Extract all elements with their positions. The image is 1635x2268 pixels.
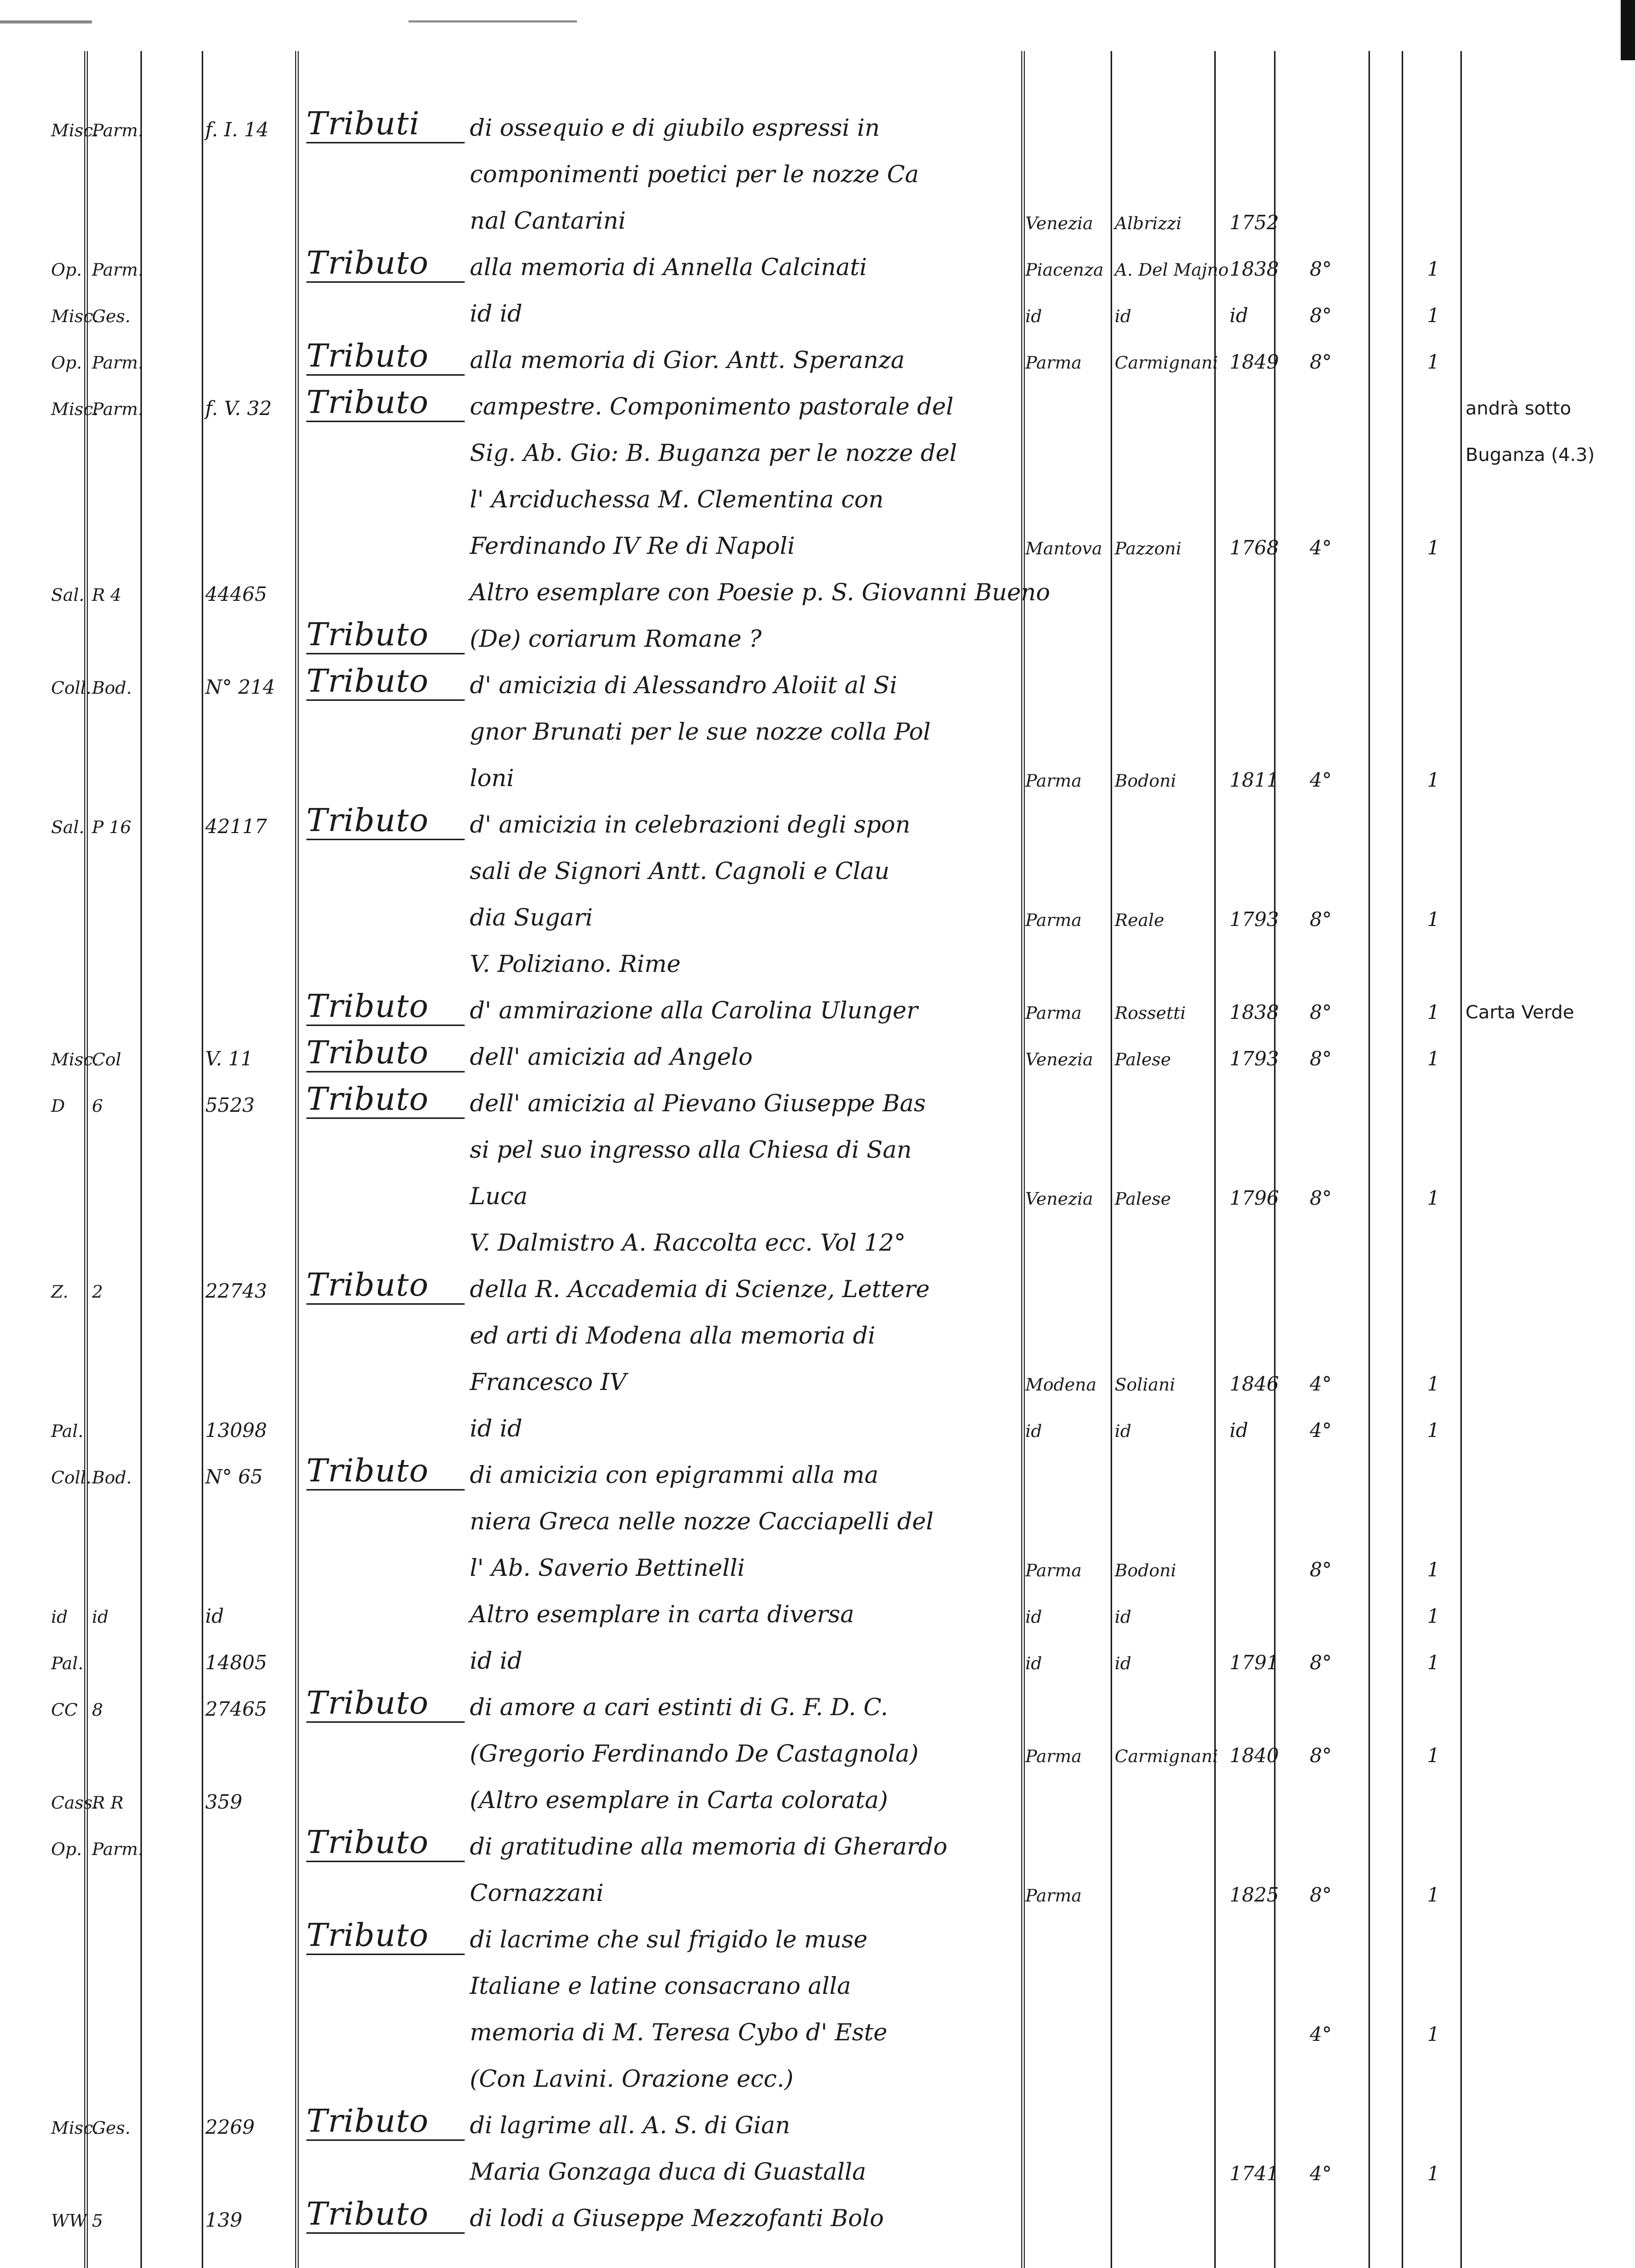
entry-description: alla memoria di Annella Calcinati (470, 253, 867, 281)
ledger-row (0, 383, 1635, 424)
collection-code: R R (92, 1793, 124, 1813)
book-format: 8° (1310, 1651, 1332, 1674)
ledger-row (0, 1173, 1635, 1214)
ledger-row (0, 1591, 1635, 1632)
inventory-number: f. I. 14 (205, 118, 269, 141)
entry-heading: Tributo (306, 1080, 429, 1117)
shelf-section: Coll. (51, 678, 92, 698)
entry-description: l' Ab. Saverio Bettinelli (470, 1554, 745, 1581)
copy-count: 1 (1427, 304, 1440, 327)
book-format: 8° (1310, 258, 1332, 280)
heading-underline (306, 1025, 465, 1026)
ledger-row (0, 1684, 1635, 1725)
entry-description: (De) coriarum Romane ? (470, 625, 762, 652)
inventory-number: 14805 (205, 1651, 267, 1674)
ledger-row (0, 105, 1635, 145)
ledger-row (0, 1359, 1635, 1400)
book-format: 8° (1310, 304, 1332, 327)
publication-year: 1793 (1230, 908, 1279, 931)
printer-name: Palese (1115, 1050, 1171, 1070)
printer-name: id (1115, 1607, 1132, 1627)
entry-description: loni (470, 764, 514, 792)
copy-count: 1 (1427, 2023, 1440, 2045)
ledger-row (0, 569, 1635, 610)
ledger-row (0, 662, 1635, 703)
copy-count: 1 (1427, 1419, 1440, 1442)
ledger-row (0, 801, 1635, 842)
shelf-section: Misc. (51, 306, 99, 327)
book-format: 8° (1310, 351, 1332, 373)
entry-description: d' amicizia di Alessandro Aloiit al Si (470, 671, 898, 699)
ledger-row (0, 337, 1635, 378)
margin-note: Buganza (4.3) (1465, 445, 1595, 466)
copy-count: 1 (1427, 536, 1440, 559)
place-of-publication: Mantova (1025, 539, 1102, 559)
collection-code: Ges. (92, 2118, 131, 2138)
printer-name: Rossetti (1115, 1003, 1186, 1023)
printer-name: Soliani (1115, 1375, 1175, 1395)
entry-description: campestre. Componimento pastorale del (470, 393, 954, 420)
heading-underline (306, 1489, 465, 1491)
printer-name: Bodoni (1115, 771, 1176, 791)
ledger-row (0, 2009, 1635, 2050)
inventory-number: 42117 (205, 815, 267, 838)
entry-heading: Tributo (306, 383, 429, 421)
place-of-publication: Parma (1025, 1746, 1082, 1767)
entry-description: Cornazzani (470, 1879, 604, 1907)
copy-count: 1 (1427, 1001, 1440, 1023)
collection-code: 6 (92, 1096, 103, 1116)
ledger-row (0, 755, 1635, 796)
collection-code: R 4 (92, 585, 122, 605)
printer-name: Pazzoni (1115, 539, 1182, 559)
entry-description: nal Cantarini (470, 207, 626, 234)
printer-name: Palese (1115, 1189, 1171, 1209)
ledger-row (0, 1545, 1635, 1586)
heading-underline (306, 1954, 465, 1955)
entry-description: componimenti poetici per le nozze Ca (470, 160, 919, 188)
shelf-section: Coll. (51, 1468, 92, 1488)
collection-code: 8 (92, 1700, 103, 1720)
entry-description: l' Arciduchessa M. Clementina con (470, 485, 884, 513)
collection-code: Parm. (92, 353, 143, 373)
top-ink-mark (0, 20, 92, 23)
printer-name: Albrizzi (1115, 213, 1182, 234)
entry-description: V. Dalmistro A. Raccolta ecc. Vol 12° (470, 1229, 906, 1256)
shelf-section: Op. (51, 1839, 82, 1860)
entry-description: si pel suo ingresso alla Chiesa di San (470, 1136, 912, 1163)
heading-underline (306, 1117, 465, 1119)
inventory-number: 5523 (205, 1094, 255, 1116)
place-of-publication: Piacenza (1025, 260, 1104, 280)
entry-heading: Tributo (306, 2102, 429, 2139)
inventory-number: 44465 (205, 583, 267, 605)
entry-heading: Tributo (306, 1684, 429, 1721)
entry-description: dell' amicizia al Pievano Giuseppe Bas (470, 1089, 926, 1117)
ledger-row (0, 941, 1635, 982)
top-ink-mark (408, 20, 577, 22)
entry-heading: Tributo (306, 1916, 429, 1954)
copy-count: 1 (1427, 351, 1440, 373)
publication-year: 1849 (1230, 351, 1279, 373)
place-of-publication: Parma (1025, 771, 1082, 791)
printer-name: id (1115, 1653, 1132, 1674)
entry-description: d' amicizia in celebrazioni degli spon (470, 811, 910, 838)
book-format: 8° (1310, 908, 1332, 931)
entry-description: di amore a cari estinti di G. F. D. C. (470, 1693, 888, 1721)
ledger-row (0, 1870, 1635, 1911)
publication-year: id (1230, 304, 1248, 327)
ledger-row (0, 198, 1635, 238)
copy-count: 1 (1427, 258, 1440, 280)
entry-description: di lacrime che sul frigido le muse (470, 1925, 868, 1953)
entry-heading: Tributo (306, 801, 429, 839)
ledger-row (0, 1452, 1635, 1493)
entry-description: (Gregorio Ferdinando De Castagnola) (470, 1740, 919, 1767)
entry-heading: Tributo (306, 662, 429, 699)
heading-underline (306, 2139, 465, 2141)
publication-year: 1752 (1230, 211, 1279, 234)
book-format: 8° (1310, 1187, 1332, 1209)
collection-code: Parm. (92, 120, 143, 141)
copy-count: 1 (1427, 1744, 1440, 1767)
margin-note: andrà sotto (1465, 398, 1572, 419)
collection-code: Bod. (92, 678, 132, 698)
heading-underline (306, 699, 465, 701)
entry-description: dia Sugari (470, 904, 593, 931)
publication-year: 1768 (1230, 536, 1279, 559)
entry-description: id id (470, 1647, 522, 1674)
ledger-row (0, 430, 1635, 471)
shelf-section: WW (51, 2211, 87, 2231)
entry-heading: Tributo (306, 616, 429, 653)
heading-underline (306, 839, 465, 840)
ledger-row (0, 1266, 1635, 1307)
ledger-row (0, 1823, 1635, 1864)
copy-count: 1 (1427, 1605, 1440, 1627)
heading-underline (306, 374, 465, 376)
publication-year: 1811 (1230, 769, 1279, 791)
inventory-number: 27465 (205, 1698, 267, 1720)
shelf-section: Sal. (51, 817, 85, 838)
entry-description: (Con Lavini. Orazione ecc.) (470, 2065, 794, 2092)
place-of-publication: Venezia (1025, 213, 1093, 234)
entry-heading: Tributo (306, 1823, 429, 1861)
shelf-section: id (51, 1607, 68, 1627)
printer-name: A. Del Majno (1115, 260, 1229, 280)
copy-count: 1 (1427, 2162, 1440, 2185)
ledger-row (0, 1777, 1635, 1818)
shelf-section: CC (51, 1700, 78, 1720)
heading-underline (306, 1861, 465, 1862)
printer-name: Reale (1115, 910, 1164, 931)
shelf-section: D (51, 1096, 65, 1116)
entry-description: di amicizia con epigrammi alla ma (470, 1461, 879, 1489)
inventory-number: 139 (205, 2209, 243, 2231)
shelf-section: Misc. (51, 1050, 99, 1070)
printer-name: id (1115, 1421, 1132, 1442)
publication-year: id (1230, 1419, 1248, 1442)
publication-year: 1846 (1230, 1373, 1279, 1395)
publication-year: 1791 (1230, 1651, 1279, 1674)
place-of-publication: id (1025, 306, 1042, 327)
ledger-row (0, 1498, 1635, 1539)
entry-description: (Altro esemplare in Carta colorata) (470, 1786, 888, 1814)
ledger-row (0, 523, 1635, 564)
entry-description: di gratitudine alla memoria di Gherardo (470, 1833, 948, 1860)
inventory-number: N° 65 (205, 1466, 263, 1488)
printer-name: Carmignani (1115, 1746, 1218, 1767)
entry-description: id id (470, 1415, 522, 1442)
entry-heading: Tributo (306, 337, 429, 374)
ledger-row (0, 1963, 1635, 2004)
shelf-section: Misc. (51, 2118, 99, 2138)
entry-description: di lagrime all. A. S. di Gian (470, 2111, 790, 2139)
entry-heading: Tributo (306, 1452, 429, 1489)
inventory-number: 13098 (205, 1419, 267, 1442)
heading-underline (306, 281, 465, 283)
shelf-section: Sal. (51, 585, 85, 605)
collection-code: Bod. (92, 1468, 132, 1488)
ledger-row (0, 1034, 1635, 1075)
printer-name: Bodoni (1115, 1560, 1176, 1581)
inventory-number: 2269 (205, 2116, 255, 2138)
publication-year: 1840 (1230, 1744, 1279, 1767)
ledger-row (0, 1916, 1635, 1957)
entry-description: Sig. Ab. Gio: B. Buganza per le nozze del (470, 439, 957, 467)
entry-heading: Tributi (306, 105, 420, 142)
shelf-section: Pal. (51, 1421, 84, 1442)
entry-heading: Tributo (306, 1034, 429, 1071)
book-format: 8° (1310, 1047, 1332, 1070)
entry-description: Italiane e latine consacrano alla (470, 1972, 851, 1999)
book-format: 4° (1310, 1419, 1332, 1442)
inventory-number: 359 (205, 1791, 243, 1813)
collection-code: Parm. (92, 1839, 143, 1860)
ledger-row (0, 151, 1635, 192)
publication-year: 1838 (1230, 1001, 1279, 1023)
inventory-number: V. 11 (205, 1047, 253, 1070)
entry-heading: Tributo (306, 244, 429, 281)
margin-note: Carta Verde (1465, 1002, 1574, 1023)
copy-count: 1 (1427, 1558, 1440, 1581)
place-of-publication: id (1025, 1421, 1042, 1442)
publication-year: 1825 (1230, 1884, 1279, 1906)
shelf-section: Misc. (51, 399, 99, 420)
printer-name: id (1115, 306, 1132, 327)
inventory-number: f. V. 32 (205, 397, 272, 420)
entry-heading: Tributo (306, 987, 429, 1025)
entry-heading: Tributo (306, 1266, 429, 1303)
ledger-row (0, 1312, 1635, 1353)
inventory-number: id (205, 1605, 224, 1627)
ledger-row (0, 290, 1635, 331)
ledger-row (0, 709, 1635, 749)
heading-underline (306, 2232, 465, 2234)
printer-name: Carmignani (1115, 353, 1218, 373)
copy-count: 1 (1427, 1187, 1440, 1209)
ledger-row (0, 1080, 1635, 1121)
book-format: 4° (1310, 536, 1332, 559)
entry-description: ed arti di Modena alla memoria di (470, 1322, 876, 1349)
book-format: 8° (1310, 1558, 1332, 1581)
place-of-publication: Parma (1025, 1560, 1082, 1581)
ledger-row (0, 2149, 1635, 2189)
ledger-row (0, 1127, 1635, 1167)
ledger-row (0, 2056, 1635, 2096)
collection-code: Parm. (92, 260, 143, 280)
publication-year: 1838 (1230, 258, 1279, 280)
entry-description: Luca (470, 1182, 528, 1210)
ledger-row (0, 244, 1635, 285)
book-format: 8° (1310, 1884, 1332, 1906)
collection-code: P 16 (92, 817, 131, 838)
entry-description: niera Greca nelle nozze Cacciapelli del (470, 1507, 934, 1535)
entry-description: alla memoria di Gior. Antt. Speranza (470, 346, 905, 374)
shelf-section: Pal. (51, 1653, 84, 1674)
copy-count: 1 (1427, 1373, 1440, 1395)
inventory-number: 22743 (205, 1280, 267, 1302)
place-of-publication: Parma (1025, 910, 1082, 931)
entry-description: Altro esemplare con Poesie p. S. Giovanni Bueno (470, 578, 1050, 606)
entry-description: di lodi a Giuseppe Mezzofanti Bolo (470, 2204, 884, 2232)
entry-description: Ferdinando IV Re di Napoli (470, 532, 795, 559)
entry-description: Altro esemplare in carta diversa (470, 1600, 854, 1628)
entry-description: V. Poliziano. Rime (470, 950, 681, 978)
heading-underline (306, 1071, 465, 1072)
copy-count: 1 (1427, 769, 1440, 791)
ledger-row (0, 1220, 1635, 1260)
entry-description: sali de Signori Antt. Cagnoli e Clau (470, 857, 889, 885)
book-format: 4° (1310, 769, 1332, 791)
shelf-section: Op. (51, 260, 82, 280)
ledger-row (0, 2102, 1635, 2143)
book-format: 8° (1310, 1744, 1332, 1767)
collection-code: Col (92, 1050, 122, 1070)
heading-underline (306, 142, 465, 143)
place-of-publication: Venezia (1025, 1189, 1093, 1209)
place-of-publication: id (1025, 1653, 1042, 1674)
place-of-publication: Parma (1025, 353, 1082, 373)
entry-description: Francesco IV (470, 1368, 627, 1396)
entry-description: memoria di M. Teresa Cybo d' Este (470, 2018, 887, 2046)
copy-count: 1 (1427, 908, 1440, 931)
entry-description: della R. Accademia di Scienze, Lettere (470, 1275, 930, 1303)
shelf-section: Misc. (51, 120, 99, 141)
book-format: 4° (1310, 2023, 1332, 2045)
ledger-row (0, 476, 1635, 517)
collection-code: 5 (92, 2211, 103, 2231)
ledger-row (0, 616, 1635, 656)
shelf-section: Z. (51, 1282, 68, 1302)
book-format: 4° (1310, 2162, 1332, 2185)
entry-description: Maria Gonzaga duca di Guastalla (470, 2158, 867, 2185)
entry-description: dell' amicizia ad Angelo (470, 1043, 753, 1070)
place-of-publication: Modena (1025, 1375, 1097, 1395)
publication-year: 1741 (1230, 2162, 1279, 2185)
inventory-number: N° 214 (205, 676, 275, 698)
entry-description: gnor Brunati per le sue nozze colla Pol (470, 718, 931, 745)
book-format: 4° (1310, 1373, 1332, 1395)
publication-year: 1796 (1230, 1187, 1279, 1209)
collection-code: Ges. (92, 306, 131, 327)
heading-underline (306, 1303, 465, 1305)
collection-code: id (92, 1607, 109, 1627)
place-of-publication: id (1025, 1607, 1042, 1627)
book-format: 8° (1310, 1001, 1332, 1023)
shelf-section: Op. (51, 353, 82, 373)
heading-underline (306, 1721, 465, 1723)
page-edge-mark (1621, 0, 1635, 60)
ledger-row (0, 894, 1635, 935)
shelf-section: Cass. (51, 1793, 98, 1813)
ledger-row (0, 848, 1635, 889)
entry-description: id id (470, 300, 522, 327)
collection-code: Parm. (92, 399, 143, 420)
heading-underline (306, 421, 465, 422)
place-of-publication: Parma (1025, 1886, 1082, 1906)
ledger-row (0, 987, 1635, 1028)
copy-count: 1 (1427, 1651, 1440, 1674)
collection-code: 2 (92, 1282, 103, 1302)
ledger-row (0, 2195, 1635, 2236)
place-of-publication: Parma (1025, 1003, 1082, 1023)
place-of-publication: Venezia (1025, 1050, 1093, 1070)
entry-description: di ossequio e di giubilo espressi in (470, 114, 880, 141)
entry-description: d' ammirazione alla Carolina Ulunger (470, 996, 918, 1024)
ledger-row (0, 1638, 1635, 1678)
heading-underline (306, 653, 465, 654)
copy-count: 1 (1427, 1047, 1440, 1070)
ledger-row (0, 1405, 1635, 1446)
entry-heading: Tributo (306, 2195, 429, 2232)
copy-count: 1 (1427, 1884, 1440, 1906)
publication-year: 1793 (1230, 1047, 1279, 1070)
ledger-row (0, 1730, 1635, 1771)
